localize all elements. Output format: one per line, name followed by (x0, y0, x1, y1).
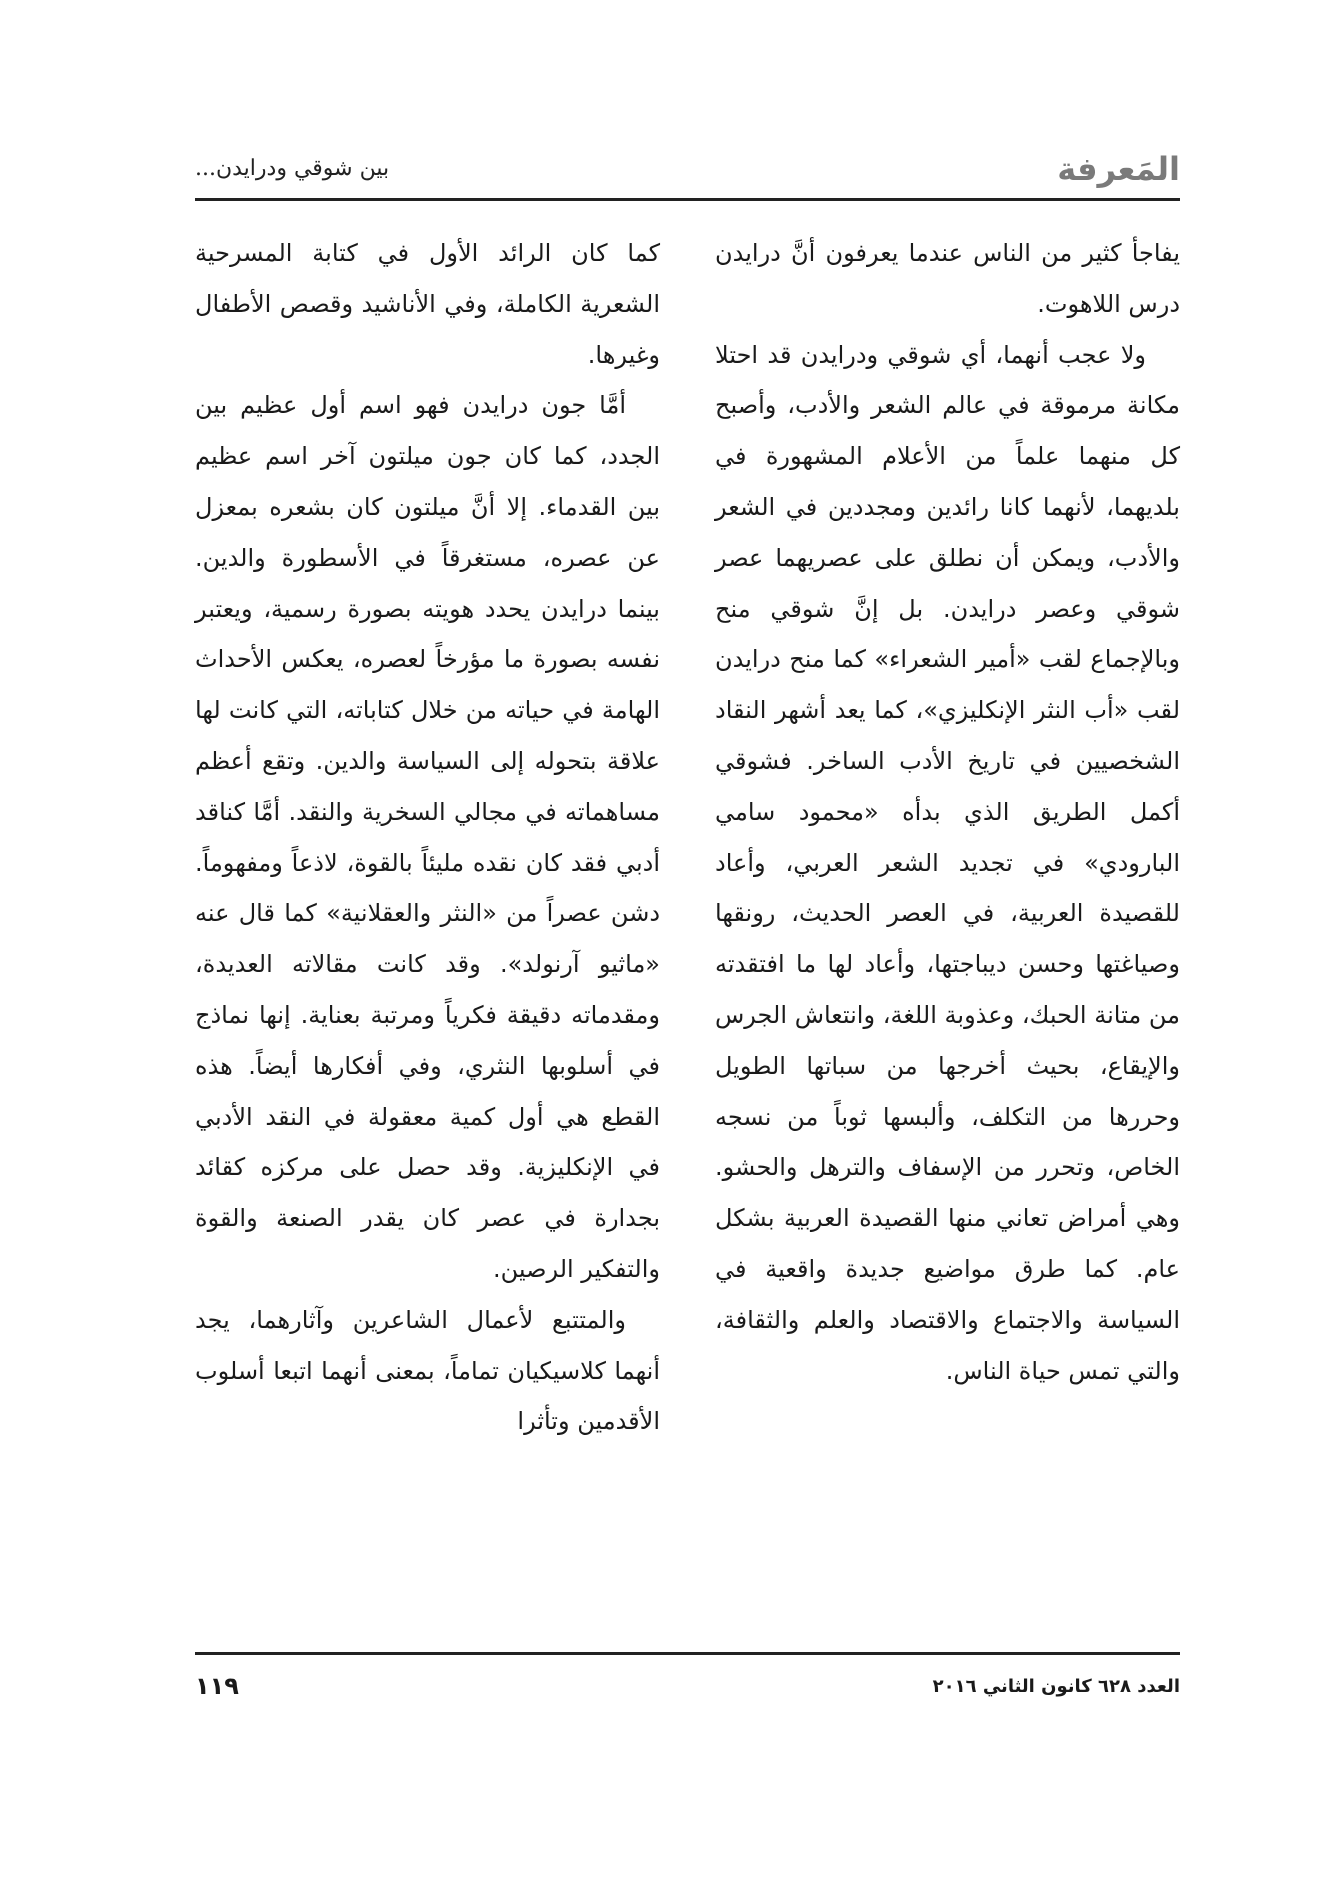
page-header (195, 148, 1180, 196)
header-rule (195, 198, 1180, 201)
running-title: بين شوقي ودرايدن... (195, 156, 390, 181)
paragraph: كما كان الرائد الأول في كتابة المسرحية الشعرية الكاملة، وفي الأناشيد وقصص الأطفال وغيرها. (195, 239, 660, 369)
paragraph: يفاجأ كثير من الناس عندما يعرفون أنَّ درايدن درس اللاهوت. (715, 239, 1180, 318)
page-number: ١١٩ (195, 1672, 239, 1700)
paragraph: ولا عجب أنهما، أي شوقي ودرايدن قد احتلا مكانة مرموقة في عالم الشعر والأدب، وأصبح كل منهما علماً من الأعلام المشهورة في بلديهما، لأنهما كانا رائدين ومجددين في الشعر والأدب، ويمكن أن نطلق على عصريهما عصر شوقي وعصر درايدن. بل إنَّ شوقي منح وبالإجماع لقب «أمير الشعراء» كما منح درايدن لقب «أب النثر الإنكليزي»، كما يعد أشهر النقاد الشخصيين في تاريخ الأدب الساخر. فشوقي أكمل الطريق الذي بدأه «محمود سامي البارودي» في تجديد الشعر العربي، وأعاد للقصيدة العربية، في العصر الحديث، رونقها وصياغتها وحسن ديباجتها، وأعاد لها ما افتقدته من متانة الحبك، وعذوبة اللغة، وانتعاش الجرس والإيقاع، بحيث أخرجها من سباتها الطويل وحررها من التكلف، وألبسها ثوباً من نسجه الخاص، وتحرر من الإسفاف والترهل والحشو. وهي أمراض تعاني منها القصيدة العربية بشكل عام. كما طرق مواضيع جديدة واقعية في السياسة والاجتماع والاقتصاد والعلم والثقافة، والتي تمس حياة الناس. (715, 340, 1180, 1385)
page-footer (195, 1672, 1180, 1712)
issue-info: العدد ٦٢٨ كانون الثاني ٢٠١٦ (932, 1676, 1180, 1697)
magazine-logo: المَعرفة (1057, 150, 1180, 188)
paragraph: أمَّا جون درايدن فهو اسم أول عظيم بين الجدد، كما كان جون ميلتون آخر اسم عظيم بين القدماء. إلا أنَّ ميلتون كان بشعره بمعزل عن عصره، مستغرقاً في الأسطورة والدين. بينما درايدن يحدد هويته بصورة رسمية، ويعتبر نفسه بصورة ما مؤرخاً لعصره، يعكس الأحداث الهامة في حياته من خلال كتاباته، التي كانت لها علاقة بتحوله إلى السياسة والدين. وتقع أعظم مساهماته في مجالي السخرية والنقد. أمَّا كناقد أدبي فقد كان نقده مليئاً بالقوة، لاذعاً ومفهوماً. دشن عصراً من «النثر والعقلانية» كما قال عنه «ماثيو آرنولد». وقد كانت مقالاته العديدة، ومقدماته دقيقة فكرياً ومرتبة بعناية. إنها نماذج في أسلوبها النثري، وفي أفكارها أيضاً. هذه القطع هي أول كمية معقولة في النقد الأدبي في الإنكليزية. وقد حصل على مركزه كقائد بجدارة في عصر كان يقدر الصنعة والقوة والتفكير الرصين. (195, 391, 660, 1283)
left-column (195, 228, 660, 1447)
paragraph: والمتتبع لأعمال الشاعرين وآثارهما، يجد أنهما كلاسيكيان تماماً، بمعنى أنهما اتبعا أسلوب الأقدمين وتأثرا (195, 1305, 660, 1436)
right-column (715, 228, 1180, 1396)
footer-rule (195, 1652, 1180, 1655)
